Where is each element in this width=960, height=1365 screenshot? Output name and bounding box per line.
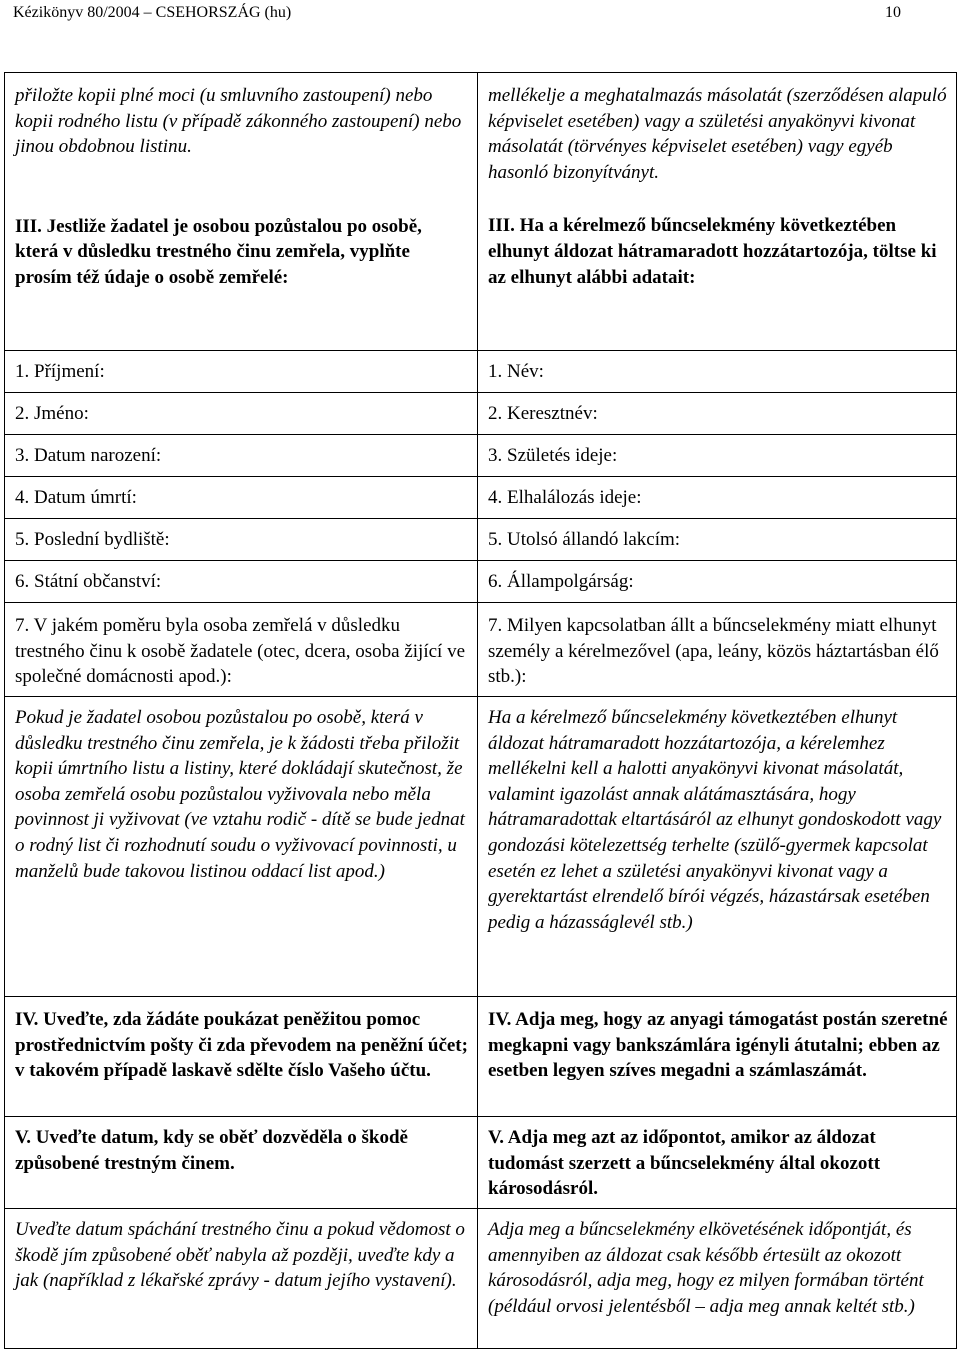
page-number: 10: [885, 4, 901, 21]
cell-hu: [478, 1209, 957, 1349]
cell-hu: [478, 477, 957, 519]
field-birthdate-cs: 3. Datum narození:: [15, 445, 162, 466]
section3-heading-cs: III. Jestliže žadatel je osobou pozůstalou po osobě, která v důsledku trestného činu zemřela, vyplňte prosím též údaje o osobě zemřelé:: [15, 215, 422, 288]
cell-cs: [5, 477, 478, 519]
cell-hu: [478, 1117, 957, 1209]
section4-heading-hu: IV. Adja meg, hogy az anyagi támogatást postán szeretné megkapni vagy bankszámlára igényli átutalni; ebben az esetben legyen szíves megadni a számlaszámát.: [488, 1009, 948, 1082]
section5-heading-cs: V. Uveďte datum, kdy se oběť dozvěděla o škodě způsobené trestným činem.: [15, 1127, 408, 1174]
field-deathdate-hu: 4. Elhalálozás ideje:: [488, 487, 642, 508]
field-firstname-cs: 2. Jméno:: [15, 403, 89, 424]
table-row: [5, 561, 957, 603]
cell-cs: [5, 603, 478, 697]
field-citizenship-hu: 6. Állampolgárság:: [488, 571, 634, 592]
cell-cs: [5, 997, 478, 1117]
cell-cs: [5, 1209, 478, 1349]
relationship-note-cs: Pokud je žadatel osobou pozůstalou po osobě, která v důsledku trestného činu zemřela, je k žádosti třeba přiložit kopii úmrtního listu a listiny, které dokládají skutečnost, že osoba zemřelá osobu pozůstalou vyživovala nebo měla povinnost ji vyživovat (ve vztahu rodič - dítě se bude jednat o rodný list či rozhodnutí soudu o vyživovací povinnosti, u manželů bude takovou listinou oddací list apod.): [15, 707, 465, 882]
cell-cs: [5, 1117, 478, 1209]
cell-hu: [478, 697, 957, 997]
table-row: [5, 393, 957, 435]
table-row: [5, 435, 957, 477]
table-row: [5, 351, 957, 393]
field-surname-cs: 1. Příjmení:: [15, 361, 105, 382]
cell-hu: [478, 603, 957, 697]
cell-cs: [5, 393, 478, 435]
relationship-note-hu: Ha a kérelmező bűncselekmény következtében elhunyt áldozat hátramaradott hozzátartozója, a kérelemhez mellékelni kell a halotti anyakönyvi kivonat másolatát, valamint igazolást annak alátámasztására, hogy hátramaradottak eltartásáról az elhunyt gondoskodott vagy gondozási kötelezettség terhelte (szülő-gyermek kapcsolat esetén ez lehet a születési anyakönyvi kivonat vagy a gyerektartást elrendelő bírói végzés, házastársak esetében pedig a házasságlevél stb.): [488, 707, 942, 933]
cell-hu: [478, 997, 957, 1117]
cell-hu: [478, 351, 957, 393]
field-birthdate-hu: 3. Születés ideje:: [488, 445, 618, 466]
cell-hu: [478, 561, 957, 603]
cell-hu: [478, 393, 957, 435]
table-row: [5, 519, 957, 561]
cell-cs: [5, 561, 478, 603]
table-row: [5, 477, 957, 519]
table-row: [5, 1117, 957, 1209]
section5-heading-hu: V. Adja meg azt az időpontot, amikor az áldozat tudomást szerzett a bűncselekmény által okozott károsodásról.: [488, 1127, 881, 1200]
cell-hu: [478, 435, 957, 477]
table-row: [5, 73, 957, 351]
field-citizenship-cs: 6. Státní občanství:: [15, 571, 162, 592]
cell-hu: [478, 519, 957, 561]
cell-cs: [5, 697, 478, 997]
table-row: [5, 697, 957, 997]
cell-cs: [5, 351, 478, 393]
relationship-question-cs: 7. V jakém poměru byla osoba zemřelá v důsledku trestného činu k osobě žadatele (otec, dcera, osoba žijící ve společné domácnosti apod.):: [15, 615, 465, 688]
table-row: [5, 1209, 957, 1349]
table-row: [5, 997, 957, 1117]
section5-note-cs: Uveďte datum spáchání trestného činu a pokud vědomost o škodě jím způsobené oběť nabyla až později, uveďte kdy a jak (například z lékařské zprávy - datum jejího vystavení).: [15, 1219, 465, 1292]
field-deathdate-cs: 4. Datum úmrtí:: [15, 487, 137, 508]
field-last-residence-hu: 5. Utolsó állandó lakcím:: [488, 529, 681, 550]
intro-cs: přiložte kopii plné moci (u smluvního zastoupení) nebo kopii rodného listu (v případě zákonného zastoupení) nebo jinou obdobnou listinu.: [15, 85, 462, 158]
field-surname-hu: 1. Név:: [488, 361, 544, 382]
page-header: [13, 2, 945, 26]
section5-note-hu: Adja meg a bűncselekmény elkövetésének időpontját, és amennyiben az áldozat csak később értesült az okozott károsodásról, adja meg, hogy ez milyen formában történt (például orvosi jelentésből – adja meg annak keltét stb.): [488, 1219, 924, 1317]
cell-hu: [478, 73, 957, 351]
cell-cs: [5, 519, 478, 561]
cell-cs: [5, 73, 478, 351]
field-firstname-hu: 2. Keresztnév:: [488, 403, 598, 424]
table-row: [5, 603, 957, 697]
bilingual-form-table: [4, 72, 957, 1349]
cell-cs: [5, 435, 478, 477]
intro-hu: mellékelje a meghatalmazás másolatát (szerződésen alapuló képviselet esetében) vagy a születési anyakönyvi kivonat másolatát (törvényes képviselet esetében) vagy egyéb hasonló bizonyítványt.: [488, 85, 947, 183]
section4-heading-cs: IV. Uveďte, zda žádáte poukázat peněžitou pomoc prostřednictvím pošty či zda převodem na peněžní účet; v takovém případě laskavě sdělte číslo Vašeho účtu.: [15, 1009, 468, 1082]
document-title: Kézikönyv 80/2004 – CSEHORSZÁG (hu): [13, 4, 292, 21]
field-last-residence-cs: 5. Poslední bydliště:: [15, 529, 170, 550]
section3-heading-hu: III. Ha a kérelmező bűncselekmény következtében elhunyt áldozat hátramaradott hozzátartozója, töltse ki az elhunyt alábbi adatait:: [488, 215, 937, 288]
relationship-question-hu: 7. Milyen kapcsolatban állt a bűncselekmény miatt elhunyt személy a kérelmezővel (apa, leány, közös háztartásban élő stb.):: [488, 615, 939, 688]
